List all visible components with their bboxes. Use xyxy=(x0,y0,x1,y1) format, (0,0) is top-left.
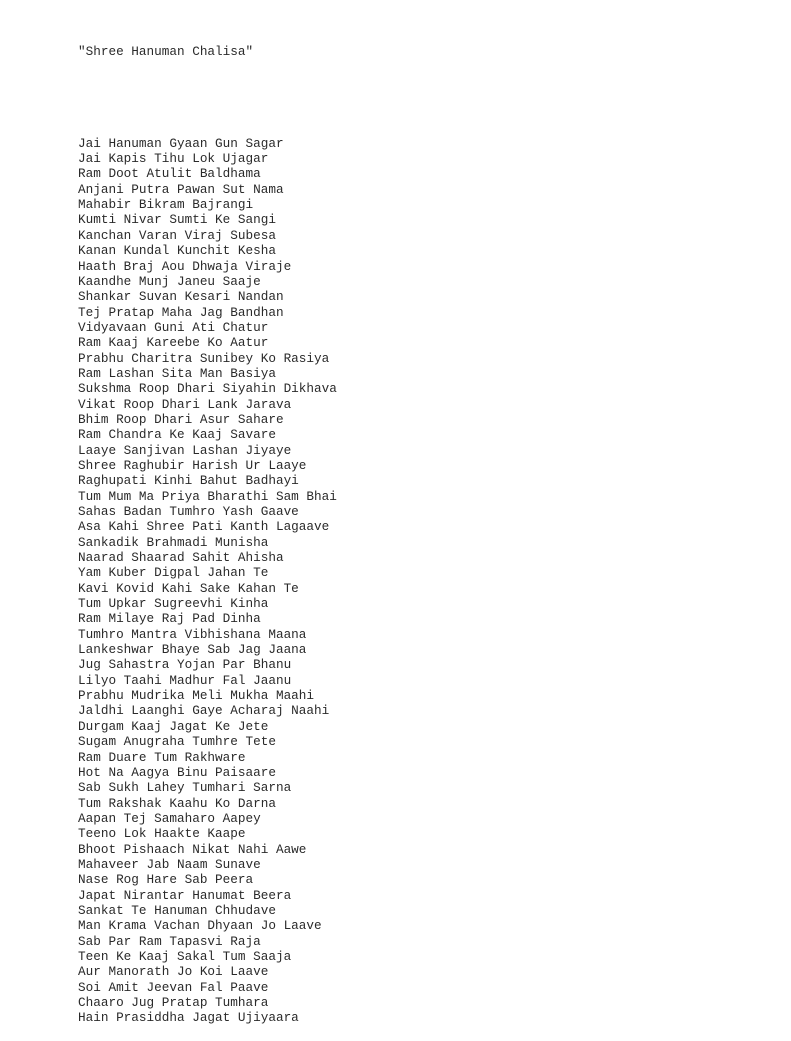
verse-line: Aapan Tej Samaharo Aapey xyxy=(78,810,261,826)
verse-line: Prabhu Charitra Sunibey Ko Rasiya xyxy=(78,350,330,366)
verse-line: Kavi Kovid Kahi Sake Kahan Te xyxy=(78,580,299,596)
verse-line: Jai Hanuman Gyaan Gun Sagar xyxy=(78,135,284,151)
verse-line: Yam Kuber Digpal Jahan Te xyxy=(78,565,269,581)
verse-line: Laaye Sanjivan Lashan Jiyaye xyxy=(78,442,292,458)
verse-line: Sab Sukh Lahey Tumhari Sarna xyxy=(78,780,292,796)
verse-line: Bhim Roop Dhari Asur Sahare xyxy=(78,411,284,427)
verse-line: Ram Doot Atulit Baldhama xyxy=(78,166,261,182)
verse-line: Tum Rakshak Kaahu Ko Darna xyxy=(78,795,276,811)
verse-line: Haath Braj Aou Dhwaja Viraje xyxy=(78,258,292,274)
verse-line: Ram Duare Tum Rakhware xyxy=(78,749,246,765)
verse-line: Soi Amit Jeevan Fal Paave xyxy=(78,979,269,995)
verse-line: Sankat Te Hanuman Chhudave xyxy=(78,902,276,918)
verse-line: Asa Kahi Shree Pati Kanth Lagaave xyxy=(78,519,330,535)
verse-line: Aur Manorath Jo Koi Laave xyxy=(78,964,269,980)
verse-line: Kanchan Varan Viraj Subesa xyxy=(78,227,276,243)
verse-line: Mahaveer Jab Naam Sunave xyxy=(78,856,261,872)
verse-line: Vikat Roop Dhari Lank Jarava xyxy=(78,396,292,412)
verse-line: Teen Ke Kaaj Sakal Tum Saaja xyxy=(78,948,292,964)
verse-line: Nase Rog Hare Sab Peera xyxy=(78,872,254,888)
verse-line: Ram Kaaj Kareebe Ko Aatur xyxy=(78,335,269,351)
verse-line: Shankar Suvan Kesari Nandan xyxy=(78,289,284,305)
verse-line: Kanan Kundal Kunchit Kesha xyxy=(78,243,276,259)
verse-line: Jug Sahastra Yojan Par Bhanu xyxy=(78,657,292,673)
verse-lines xyxy=(78,136,337,1026)
verse-line: Kumti Nivar Sumti Ke Sangi xyxy=(78,212,276,228)
verse-line: Tej Pratap Maha Jag Bandhan xyxy=(78,304,284,320)
blank-line xyxy=(78,90,337,105)
verse-line: Sahas Badan Tumhro Yash Gaave xyxy=(78,504,299,519)
verse-line: Kaandhe Munj Janeu Saaje xyxy=(78,273,261,289)
verse-line: Hain Prasiddha Jagat Ujiyaara xyxy=(78,1010,299,1026)
verse-line: Shree Raghubir Harish Ur Laaye xyxy=(78,457,307,473)
verse-line: Japat Nirantar Hanumat Beera xyxy=(78,887,292,903)
verse-line: Jai Kapis Tihu Lok Ujagar xyxy=(78,151,269,167)
verse-line: Hot Na Aagya Binu Paisaare xyxy=(78,764,276,780)
verse-line: Lankeshwar Bhaye Sab Jag Jaana xyxy=(78,642,307,658)
verse-line: Tumhro Mantra Vibhishana Maana xyxy=(78,626,307,642)
verse-line: Sab Par Ram Tapasvi Raja xyxy=(78,933,261,949)
verse-line: Tum Upkar Sugreevhi Kinha xyxy=(78,596,269,612)
verse-line: Anjani Putra Pawan Sut Nama xyxy=(78,181,284,197)
verse-line: Jaldhi Laanghi Gaye Acharaj Naahi xyxy=(78,703,330,719)
document-body xyxy=(78,13,337,1041)
verse-line: Tum Mum Ma Priya Bharathi Sam Bhai xyxy=(78,488,337,504)
verse-line: Ram Chandra Ke Kaaj Savare xyxy=(78,427,276,443)
verse-line: Sukshma Roop Dhari Siyahin Dikhava xyxy=(78,381,337,397)
verse-line: Chaaro Jug Pratap Tumhara xyxy=(78,995,269,1010)
verse-line: Lilyo Taahi Madhur Fal Jaanu xyxy=(78,672,292,688)
verse-line: Raghupati Kinhi Bahut Badhayi xyxy=(78,473,299,489)
verse-line: Man Krama Vachan Dhyaan Jo Laave xyxy=(78,918,322,934)
verse-line: Naarad Shaarad Sahit Ahisha xyxy=(78,550,284,566)
verse-line: Sugam Anugraha Tumhre Tete xyxy=(78,734,276,750)
verse-line: Durgam Kaaj Jagat Ke Jete xyxy=(78,718,269,734)
verse-line: Sankadik Brahmadi Munisha xyxy=(78,534,269,550)
verse-line: Bhoot Pishaach Nikat Nahi Aawe xyxy=(78,841,307,857)
verse-line: Prabhu Mudrika Meli Mukha Maahi xyxy=(78,688,315,704)
document-title: "Shree Hanuman Chalisa" xyxy=(78,43,254,59)
verse-line: Ram Lashan Sita Man Basiya xyxy=(78,365,276,381)
verse-line: Vidyavaan Guni Ati Chatur xyxy=(78,319,269,335)
verse-line: Ram Milaye Raj Pad Dinha xyxy=(78,611,261,627)
verse-line: Mahabir Bikram Bajrangi xyxy=(78,197,254,213)
verse-line: Teeno Lok Haakte Kaape xyxy=(78,826,246,842)
